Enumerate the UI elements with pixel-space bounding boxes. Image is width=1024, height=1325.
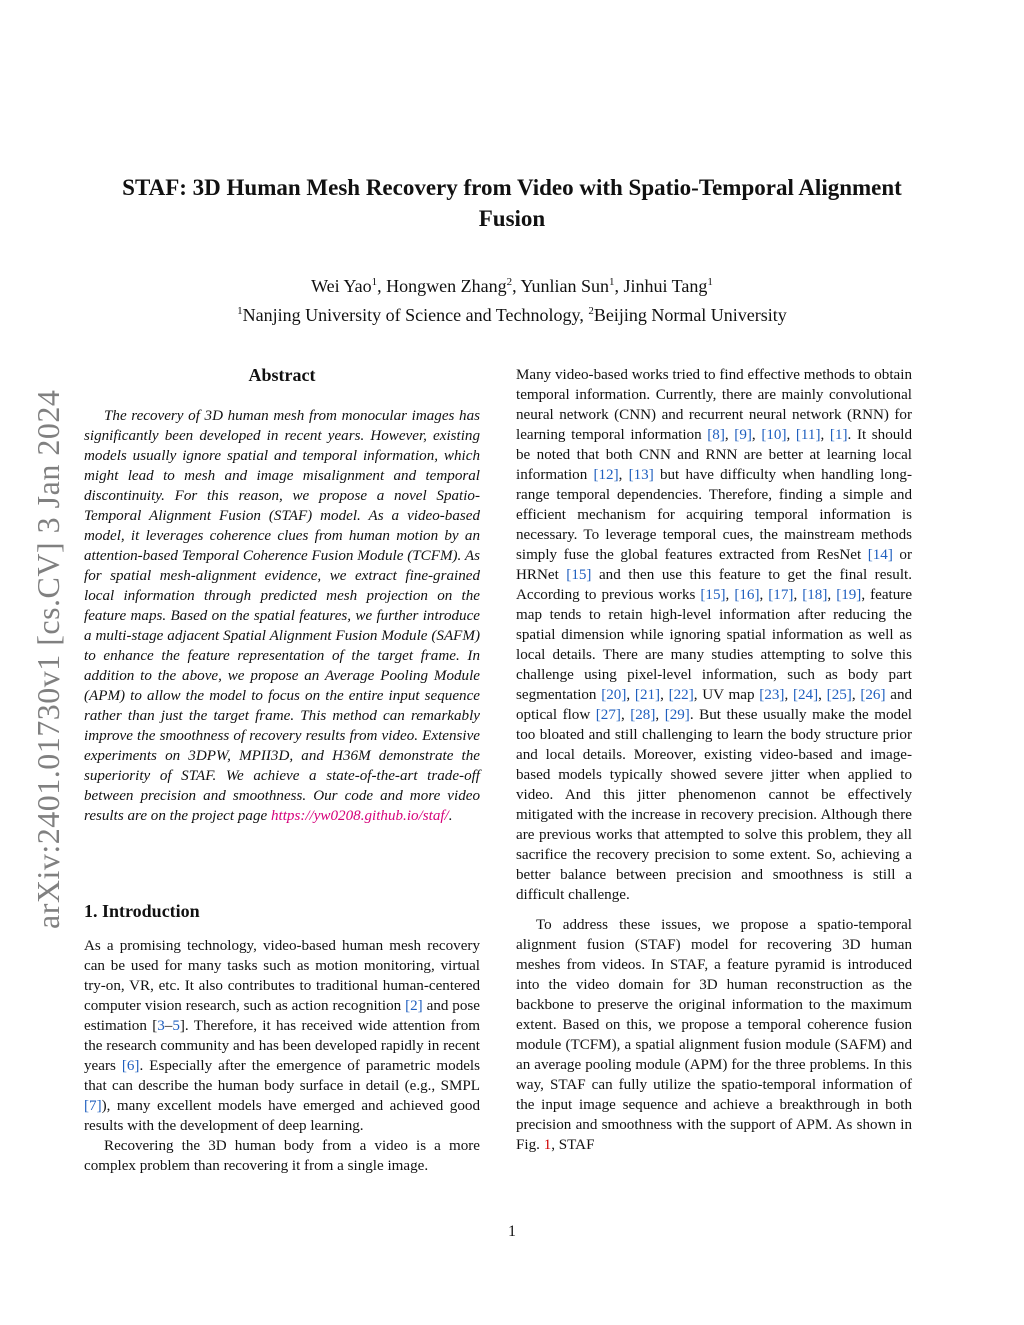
intro-paragraph-2: Recovering the 3D human body from a video is a more complex problem than recovering it from a single image. [84, 1138, 480, 1174]
page-number: 1 [508, 1223, 516, 1240]
author-list: Wei Yao$^1$, Hongwen Zhang$^2$, Yunlian Sun$^1$, Jinhui Tang$^1$ [311, 276, 713, 296]
citation[interactable]: [18] [802, 587, 828, 603]
paper-title [70, 172, 954, 234]
citation[interactable]: [17] [768, 587, 794, 603]
citation[interactable]: [9] [734, 427, 752, 443]
citation[interactable]: [22] [668, 687, 694, 703]
figure-reference[interactable]: 1 [543, 1137, 552, 1153]
citation[interactable]: [11] [795, 427, 821, 443]
citation[interactable]: [27] [595, 707, 621, 723]
citation[interactable]: [19] [836, 587, 862, 603]
citation[interactable]: [7] [84, 1098, 102, 1114]
right-column [516, 365, 912, 1155]
author-block [60, 270, 964, 328]
citation[interactable]: [25] [826, 687, 852, 703]
abstract-heading: Abstract [248, 365, 316, 385]
citation[interactable]: [1] [829, 427, 848, 443]
citation[interactable]: [2] [405, 998, 423, 1014]
citation[interactable]: [23] [759, 687, 785, 703]
citation[interactable]: [14] [867, 547, 893, 563]
citation[interactable]: [20] [601, 687, 627, 703]
citation[interactable]: [13] [628, 467, 654, 483]
introduction-section [84, 900, 480, 1176]
affiliations: $^1$Nanjing University of Science and Technology, $^2$Beijing Normal University [237, 305, 787, 325]
citation[interactable]: [10] [761, 427, 787, 443]
citation[interactable]: [15] [566, 567, 592, 583]
citation[interactable]: [28] [630, 707, 656, 723]
abstract-text: The recovery of 3D human mesh from monocular images has significantly been developed in recent years. However, existing models usually ignore spatial and temporal information, which might lead to mesh and image misalignment and temporal discontinuity. For this reason, we propose a novel Spatio-Temporal Alignment Fusion (STAF) model. As a video-based model, it leverages coherence clues from human motion by an attention-based Temporal Coherence Fusion Module (TCFM). As for spatial mesh-alignment evidence, we extract fine-grained local information through predicted mesh projection on the feature maps. Based on the spatial features, we further introduce a multi-stage adjacent Spatial Alignment Fusion Module (SAFM) to enhance the feature representation of the target frame. In addition to the above, we propose an Average Pooling Module (APM) to allow the model to focus on the entire input sequence rather than just the target frame. This method can remarkably improve the smoothness of recovery results from video. Extensive experiments on 3DPW, MPII3D, and H36M demonstrate the superiority of STAF. We achieve a state-of-the-art trade-off between precision and smoothness. Our code and more video results are on the project page https://yw0208.github.io/staf/. [84, 408, 480, 824]
title-line-1: STAF: 3D Human Mesh Recovery from Video with Spatio-Temporal Alignment [122, 175, 902, 200]
intro-paragraph-1: As a promising technology, video-based human mesh recovery can be used for many tasks such as motion monitoring, virtual try-on, VR, etc. It also contributes to traditional human-centered computer vision research, such as action recognition [2] and pose estimation [3–5]. Therefore, it has received wide attention from the research community and has been developed rapidly in recent years [6]. Especially after the emergence of parametric models that can describe the human body surface in detail (e.g., SMPL [7]), many excellent models have emerged and achieved good results with the development of deep learning. [84, 938, 481, 1134]
citation[interactable]: [16] [734, 587, 760, 603]
citation[interactable]: [29] [664, 707, 690, 723]
right-paragraph-2: To address these issues, we propose a spatio-temporal alignment fusion (STAF) model for recovering 3D human meshes from videos. In STAF, a feature pyramid is introduced into the video domain for 3D human reconstruction as the backbone to preserve the original information to the maximum extent. Based on this, we propose a temporal coherence fusion module (TCFM), a spatial alignment fusion module (SAFM) and an average pooling module (APM) for the three problems. In this way, STAF can fully utilize the spatio-temporal information of the input image sequence and achieve a breakthrough in both precision and smoothness with the support of APM. As shown in Fig. 1, STAF [516, 917, 912, 1153]
right-paragraph-1: Many video-based works tried to find effective methods to obtain temporal information. Currently, there are mainly convolutional neural network (CNN) and recurrent neural network (RNN) for learning temporal information [8], [9], [10], [11], [1]. It should be noted that both CNN and RNN are better at learning local information [12], [13] but have difficulty when handling long-range temporal dependencies. Therefore, finding a simple and efficient mechanism for acquiring temporal information is necessary. To leverage temporal cues, the mainstream methods simply fuse the global features extracted from ResNet [14] or HRNet [15] and then use this feature to get the final result. According to previous works [15], [16], [17], [18], [19], feature map tends to retain high-level information after reducing the spatial dimension while ignoring spatial information as well as local details. There are many studies attempting to solve this challenge using pixel-level information, such as body part segmentation [20], [21], [22], UV map [23], [24], [25], [26] and optical flow [27], [28], [29]. But these usually make the model too bloated and still challenging to learn the body structure prior and local details. Moreover, existing video-based and image-based models typically showed severe jitter when applied to video. And this jitter phenomenon cannot be effectively mitigated with the increase in recovery precision. Although there are previous works that attempted to solve this problem, they all sacrifice the recovery precision to some extent. So, achieving a better balance between precision and smoothness is still a difficult challenge. [516, 367, 913, 903]
citation[interactable]: [26] [860, 687, 886, 703]
citation[interactable]: [15] [700, 587, 726, 603]
title-line-2: Fusion [478, 206, 546, 231]
left-column [84, 364, 480, 826]
project-page-link[interactable]: https://yw0208.github.io/staf/ [270, 808, 449, 824]
introduction-heading: 1. Introduction [84, 901, 200, 921]
arxiv-identifier: arXiv:2401.01730v1 [cs.CV] 3 Jan 2024 [30, 389, 66, 929]
citation[interactable]: [6] [121, 1058, 140, 1074]
citation[interactable]: 5 [172, 1018, 180, 1034]
citation[interactable]: 3 [157, 1018, 165, 1034]
citation[interactable]: [24] [792, 687, 819, 703]
citation[interactable]: [21] [634, 687, 661, 703]
citation[interactable]: [12] [593, 467, 619, 483]
citation[interactable]: [8] [707, 427, 725, 443]
